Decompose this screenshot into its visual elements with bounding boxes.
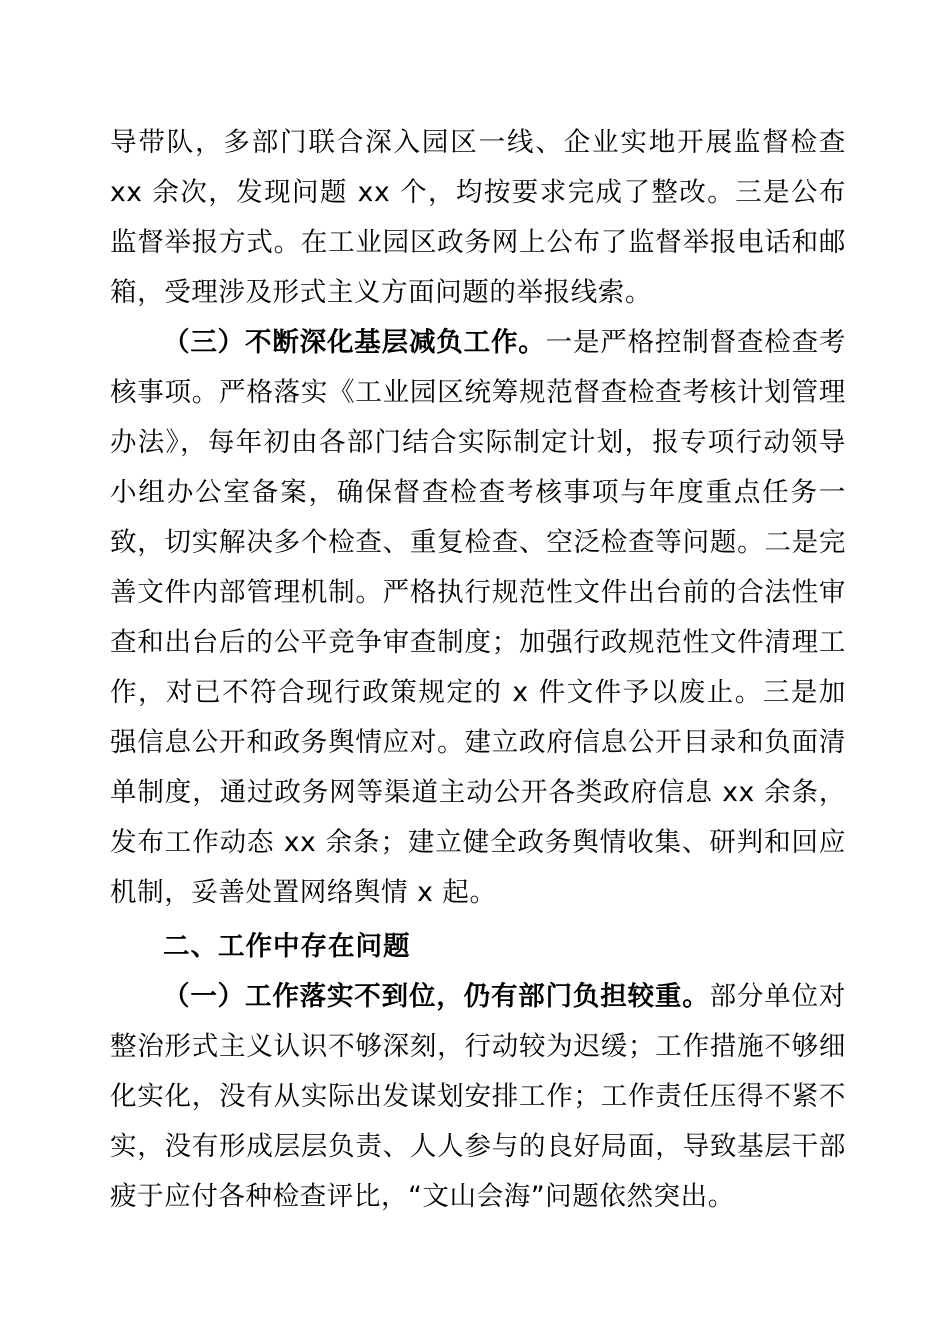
- paragraph-lead: （一）工作落实不到位，仍有部门负担较重。: [163, 981, 710, 1012]
- paragraph-lead: （三）不断深化基层减负工作。: [163, 327, 546, 358]
- paragraph-section-three: [110, 318, 846, 918]
- paragraph-problem-one: [110, 972, 846, 1222]
- paragraph-continuation: [110, 118, 846, 318]
- paragraph-text: 一是严格控制督查检查考核事项。严格落实《工业园区统筹规范督查检查考核计划管理办法》，每年初由各部门结合实际制定计划，报专项行动领导小组办公室备案，确保督查检查考核事项与年度重点任务一致，切实解决多个检查、重复检查、空泛检查等问题。二是完善文件内部管理机制。严格执行规范性文件出台前的合法性审查和出台后的公平竞争审查制度；加强行政规范性文件清理工作，对已不符合现行政策规定的 x 件文件予以废止。三是加强信息公开和政务舆情应对。建立政府信息公开目录和负面清单制度，通过政务网等渠道主动公开各类政府信息 xx 余条，发布工作动态 xx 余条；建立健全政务舆情收集、研判和回应机制，妥善处置网络舆情 x 起。: [110, 327, 846, 908]
- section-heading-two: 二、工作中存在问题: [163, 931, 411, 962]
- paragraph-text: 导带队，多部门联合深入园区一线、企业实地开展监督检查 xx 余次，发现问题 xx 个，均按要求完成了整改。三是公布监督举报方式。在工业园区政务网上公布了监督举报电话和邮箱，受理涉及形式主义方面问题的举报线索。: [110, 127, 846, 308]
- document-body: [110, 118, 846, 1222]
- paragraph-text: 部分单位对整治形式主义认识不够深刻，行动较为迟缓；工作措施不够细化实化，没有从实际出发谋划安排工作；工作责任压得不紧不实，没有形成层层负责、人人参与的良好局面，导致基层干部疲于应付各种检查评比，“文山会海”问题依然突出。: [110, 981, 847, 1212]
